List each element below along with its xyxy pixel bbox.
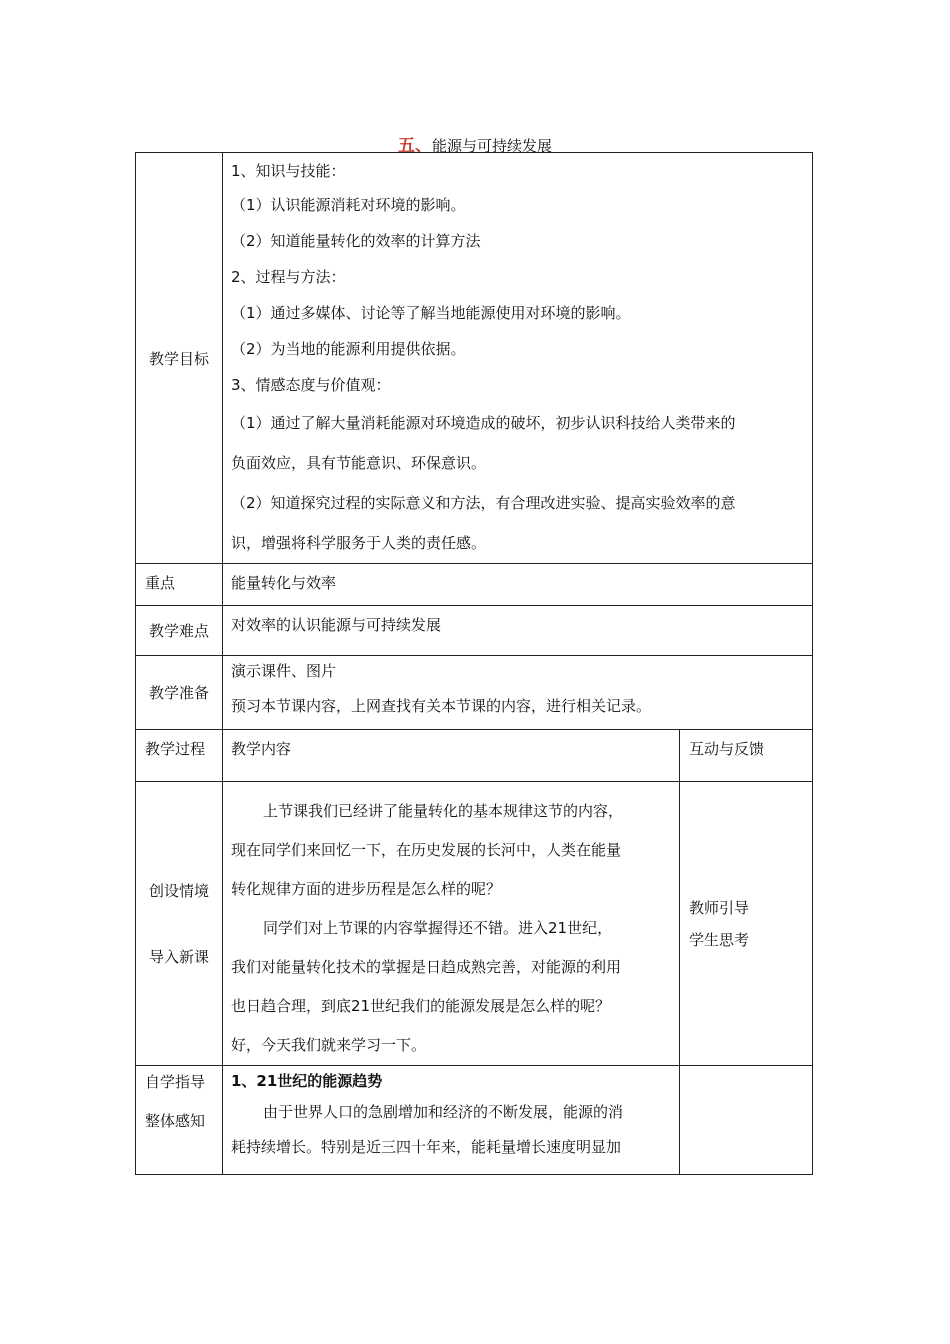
objective-line: （1）认识能源消耗对环境的影响。 xyxy=(231,196,466,214)
difficulties-text: 对效率的认识能源与可持续发展 xyxy=(223,606,813,656)
preparation-line: 预习本节课内容，上网查找有关本节课的内容，进行相关记录。 xyxy=(231,697,652,715)
objective-line: 1、知识与技能： xyxy=(231,162,346,180)
intro-line: 转化规律方面的进步历程是怎么样的呢？ xyxy=(231,880,502,898)
key-points-label: 重点 xyxy=(136,564,223,606)
content-header: 教学内容 xyxy=(223,730,680,782)
objective-line: 负面效应，具有节能意识、环保意识。 xyxy=(231,454,487,472)
intro-line: 也日趋合理，到底21世纪我们的能源发展是怎么样的呢？ xyxy=(231,997,611,1015)
title-number: 五、 xyxy=(397,136,432,156)
process-label: 教学过程 xyxy=(136,730,223,782)
objectives-label: 教学目标 xyxy=(136,153,223,564)
self-study-feedback xyxy=(680,1066,813,1175)
difficulties-row xyxy=(136,606,813,656)
self-study-row xyxy=(136,1066,813,1175)
intro-label-1: 创设情境 xyxy=(148,881,209,900)
self-study-label xyxy=(136,1066,223,1175)
intro-label-2: 导入新课 xyxy=(148,947,209,966)
self-study-label-2: 整体感知 xyxy=(145,1112,206,1130)
objective-line: （2）知道能量转化的效率的计算方法 xyxy=(231,232,481,250)
lesson-plan-table xyxy=(135,152,813,1175)
title-text: 能源与可持续发展 xyxy=(431,137,552,155)
objective-line: （1）通过了解大量消耗能源对环境造成的破坏，初步认识科技给人类带来的 xyxy=(231,414,736,432)
intro-line: 我们对能量转化技术的掌握是日趋成熟完善，对能源的利用 xyxy=(231,958,622,976)
objectives-content xyxy=(223,153,813,564)
self-study-content xyxy=(223,1066,680,1175)
feedback-header: 互动与反馈 xyxy=(680,730,813,782)
objective-line: （2）知道探究过程的实际意义和方法，有合理改进实验、提高实验效率的意 xyxy=(231,494,736,512)
feedback-line-1: 教师引导 xyxy=(689,898,750,917)
intro-line: 上节课我们已经讲了能量转化的基本规律这节的内容， xyxy=(263,802,624,820)
self-study-line: 由于世界人口的急剧增加和经济的不断发展，能源的消 xyxy=(263,1103,624,1121)
intro-content xyxy=(223,782,680,1066)
preparation-row xyxy=(136,656,813,730)
self-study-heading: 1、21世纪的能源趋势 xyxy=(231,1072,383,1090)
preparation-label: 教学准备 xyxy=(136,656,223,730)
intro-feedback xyxy=(680,782,813,1066)
key-points-text: 能量转化与效率 xyxy=(223,564,813,606)
intro-line: 同学们对上节课的内容掌握得还不错。进入21世纪， xyxy=(263,919,613,937)
intro-line: 现在同学们来回忆一下，在历史发展的长河中，人类在能量 xyxy=(231,841,622,859)
objective-line: （2）为当地的能源利用提供依据。 xyxy=(231,340,466,358)
objective-line: 2、过程与方法： xyxy=(231,268,346,286)
difficulties-label: 教学难点 xyxy=(136,606,223,656)
intro-label xyxy=(136,782,223,1066)
objective-line: 识，增强将科学服务于人类的责任感。 xyxy=(231,534,487,552)
objective-line: 3、情感态度与价值观： xyxy=(231,376,391,394)
self-study-line: 耗持续增长。特别是近三四十年来，能耗量增长速度明显加 xyxy=(231,1138,622,1156)
process-header-row xyxy=(136,730,813,782)
feedback-line-2: 学生思考 xyxy=(689,930,750,949)
objective-line: （1）通过多媒体、讨论等了解当地能源使用对环境的影响。 xyxy=(231,304,631,322)
intro-line: 好，今天我们就来学习一下。 xyxy=(231,1036,427,1054)
self-study-label-1: 自学指导 xyxy=(145,1073,206,1091)
intro-row xyxy=(136,782,813,1066)
preparation-line: 演示课件、图片 xyxy=(231,662,337,680)
key-points-row xyxy=(136,564,813,606)
objectives-row xyxy=(136,153,813,564)
